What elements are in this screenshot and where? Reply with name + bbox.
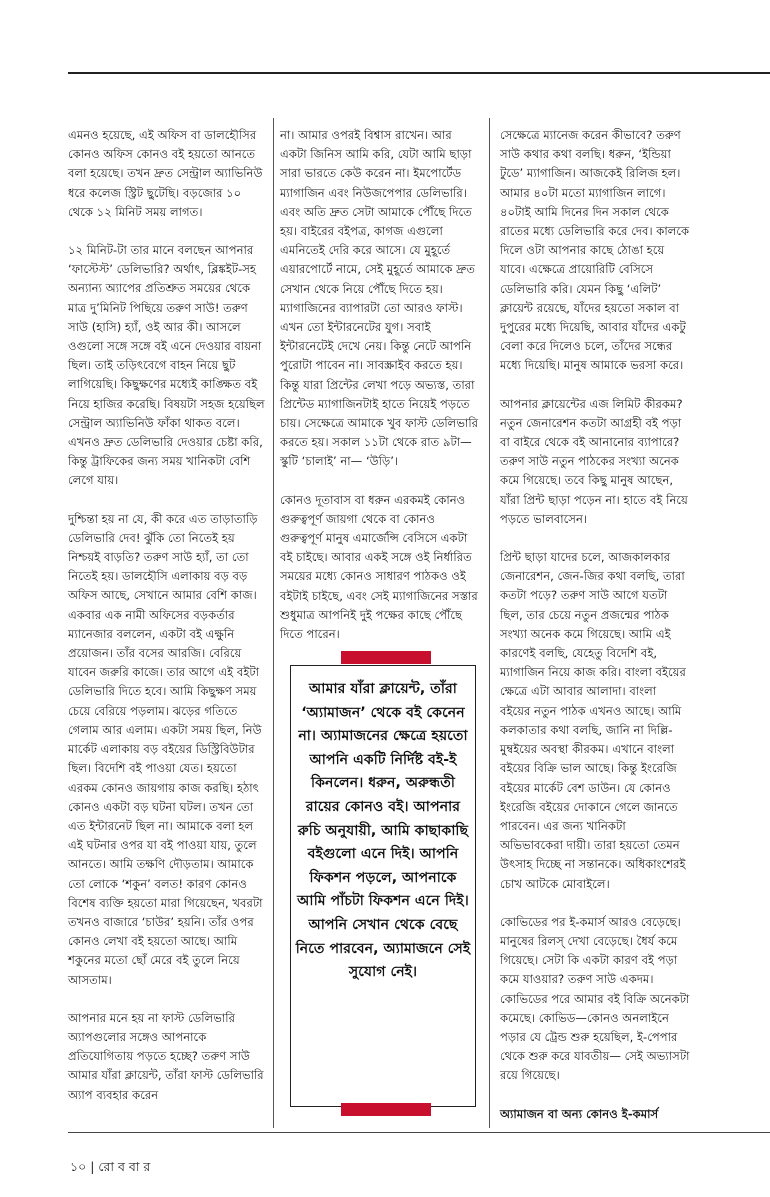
- column-divider-2: [489, 118, 490, 1128]
- col1-para-3: দুশ্চিন্তা হয় না যে, কী করে এত তাড়াতাড়ি ডেলিভারি দেব! ঝুঁকি তো নিতেই হয় নিশ্চয়ই বাড়তি? তরুণ সাউ হ্যাঁ, তা তো নিতেই হয়। ডালহৌসি এলাকায় বড় বড় অফিস আছে, সেখানে আমার বেশি কাজ। একবার এক নামী অফিসের বড়কর্তার ম্যানেজার বললেন, একটা বই এক্ষুনি প্রয়োজন। তাঁর বসের আরজি। বেরিয়ে যাবেন জরুরি কাজে। তার আগে এই বইটা ডেলিভারি দিতে হবে। আমি কিছুক্ষণ সময় চেয়ে বেরিয়ে পড়লাম। ঝড়ের গতিতে গেলাম আর এলাম। একটা সময় ছিল, নিউ মার্কেট এলাকায় বড় বইয়ের ডিস্ট্রিবিউটার ছিল। বিদেশি বই পাওয়া যেত। হয়তো এরকম কোনও জায়গায় কাজ করছি। হঠাৎ কোনও একটা বড় ঘটনা ঘটল। তখন তো এত ইন্টারনেট ছিল না। আমাকে বলা হল এই ঘটনার ওপর যা বই পাওয়া যায়, তুলে আনতে। আমি তক্ষণি দৌড়তাম। আমাকে তো লোকে ‘শকুন’ বলত! কারণ কোনও বিশেষ ব্যক্তি হয়তো মারা গিয়েছেন, খবরটা তখনও বাজারে ‘চাউর’ হয়নি। তাঁর ওপর কোনও লেখা বই হয়তো আছে। আমি শকুনের মতো ছোঁ মেরে বই তুলে নিয়ে আসতাম।: [68, 511, 263, 987]
- column-3: [500, 126, 690, 1143]
- column-divider-1: [273, 118, 274, 1128]
- col1-para-4: আপনার মনে হয় না ফাস্ট ডেলিভারি অ্যাপগুলোর সঙ্গেও আপনাকে প্রতিযোগিতায় পড়তে হচ্ছে? তরুণ সাউ আমার যাঁরা ক্লায়েন্ট, তাঁরা ফাস্ট ডেলিভারি অ্যাপ ব্যবহার করেন: [68, 1010, 264, 1102]
- top-rule: [68, 72, 770, 74]
- col3-para-1: সেক্ষেত্রে ম্যানেজ করেন কীভাবে? তরুণ সাউ কথার কথা বলছি। ধরুন, ‘ইন্ডিয়া টুডে’ ম্যাগাজিন। আজকেই রিলিজ হল। আমার ৪০টা মতো ম্যাগাজিন লাগে। ৪০টাই আমি দিনের দিন সকাল থেকে রাতের মধ্যে ডেলিভারি করে দেব। কালকে দিলে ওটা আপনার কাছে ঠোঙা হয়ে যাবে। এক্ষেত্রে প্রায়োরিটি বেসিসে ডেলিভারি করি। যেমন কিছু ‘এলিট’ ক্লায়েন্ট রয়েছে, যাঁদের হয়তো সকাল বা দুপুরের মধ্যে দিয়েছি, আবার যাঁদের একটু বেলা করে দিলেও চলে, তাঁদের সন্ধের মধ্যে দিয়েছি। মানুষ আমাকে ভরসা করে।: [500, 128, 690, 373]
- pull-quote-top-bar: [341, 651, 431, 664]
- footer-rule: [68, 1132, 770, 1133]
- pull-quote-bottom-bar: [341, 1103, 431, 1116]
- col3-para-2: আপনার ক্লায়েন্টের এজ লিমিট কীরকম? নতুন জেনারেশন কতটা আগ্রহী বই পড়া বা বাইরে থেকে বই আনানোর ব্যাপারে? তরুণ সাউ নতুন পাঠকের সংখ্যা অনেক কমে গিয়েছে। তবে কিছু মানুষ আছেন, যাঁরা প্রিন্ট ছাড়া পড়েন না। হাতে বই নিয়ে পড়তে ভালবাসেন।: [500, 396, 688, 526]
- pull-quote: আমার যাঁরা ক্লায়েন্ট, তাঁরা ‘অ্যামাজন’ থেকে বই কেনেন না। অ্যামাজনের ক্ষেত্রে হয়তো আপনি একটি নির্দিষ্ট বই-ই কিনলেন। ধরুন, অরুন্ধতী রায়ের কোনও বই। আপনার রুচি অনুযায়ী, আমি কাছাকাছি বইগুলো এনে দিই। আপনি ফিকশন পড়লে, আপনাকে আমি পাঁচটা ফিকশন এনে দিই। আপনি সেখান থেকে বেছে নিতে পারবেন, অ্যামাজনে সেই সুযোগ নেই।: [295, 681, 471, 981]
- col3-para-3: প্রিন্ট ছাড়া যাদের চলে, আজকালকার জেনারেশন, জেন-জির কথা বলছি, তারা কতটা পড়ে? তরুণ সাউ আগে যতটা ছিল, তার চেয়ে নতুন প্রজন্মের পাঠক সংখ্যা অনেক কমে গিয়েছে। আমি এই কারণেই বলছি, যেহেতু বিদেশি বই, ম্যাগাজিন নিয়ে কাজ করি। বাংলা বইয়ের ক্ষেত্রে এটা আবার আলাদা। বাংলা বইয়ের নতুন পাঠক এখনও আছে। আমি কলকাতার কথা বলছি, জানি না দিল্লি-মুম্বইয়ের অবস্থা কীরকম। এখানে বাংলা বইয়ের বিক্রি ভাল আছে। কিন্তু ইংরেজি বইয়ের মার্কেট বেশ ডাউন। যে কোনও ইংরেজি বইয়ের দোকানে গেলে জানতে পারবেন। এর জন্য খানিকটা অভিভাবকেরা দায়ী। তারা হয়তো তেমন উৎসাহ দিচ্ছে না সন্তানকে। অধিকাংশেরই চোখ আটকে মোবাইলে।: [500, 550, 686, 891]
- col1-para-2: ১২ মিনিট-টা তার মানে বলছেন আপনার ‘ফাস্টেস্ট’ ডেলিভারি? অর্থাৎ, ব্লিঙ্কইট-সহ অন্যান্য অ্যাপের প্রতিশ্রুত সময়ের থেকে মাত্র দু’মিনিট পিছিয়ে তরুণ সাউ! তরুণ সাউ (হাসি) হ্যাঁ, ওই আর কী। আসলে ওগুলো সঙ্গে সঙ্গে বই এনে দেওয়ার বায়না ছিল। তাই তড়িৎবেগে বাহন নিয়ে ছুট লাগিয়েছি। কিছুক্ষণের মধ্যেই কাঙ্ক্ষিত বই নিয়ে হাজির করেছি। বিষয়টা সহজ হয়েছিল সেন্ট্রাল অ্যাভিনিউ ফাঁকা থাকত বলে। এখনও দ্রুত ডেলিভারি দেওয়ার চেষ্টা করি, কিন্তু ট্রাফিকের জন্য সময় খানিকটা বেশি লেগে যায়।: [68, 243, 265, 488]
- col1-para-1: এমনও হয়েছে, এই অফিস বা ডালহৌসির কোনও অফিস কোনও বই হয়তো আনতে বলা হয়েছে। তখন দ্রুত সেন্ট্রাল অ্যাভিনিউ ধরে কলেজ স্ট্রিট ছুটেছি। বড়জোর ১০ থেকে ১২ মিনিট সময় লাগত।: [68, 128, 263, 219]
- col2-para-1: না। আমার ওপরই বিশ্বাস রাখেন। আর একটা জিনিস আমি করি, যেটা আমি ছাড়া সারা ভারতে কেউ করেন না। ইমপোর্টেড ম্যাগাজিন এবং নিউজপেপার ডেলিভারি। এবং অতি দ্রুত সেটা আমাকে পৌঁছে দিতে হয়। বাইরের বইপত্র, কাগজ এগুলো এমনিতেই দেরি করে আসে। যে মুহূর্তে এয়ারপোর্টে নামে, সেই মুহূর্তে আমাকে দ্রুত সেখান থেকে নিয়ে পৌঁছে দিতে হয়। ম্যাগাজিনের ব্যাপারটা তো আরও ফাস্ট। এখন তো ইন্টারনেটের যুগ। সবাই ইন্টারনেটেই দেখে নেয়। কিন্তু নেটে আপনি পুরোটা পাবেন না। সাবস্ক্রাইব করতে হয়। কিন্তু যারা প্রিন্টের লেখা পড়ে অভ্যস্ত, তারা প্রিন্টেড ম্যাগাজিনটাই হাতে নিয়েই পড়তে চায়। সেক্ষেত্রে আমাকে খুব ফাস্ট ডেলিভারি করতে হয়। সকাল ১১টা থেকে রাত ৯টা— স্কুটি ‘চালাই’ না— ‘উড়ি’।: [280, 128, 479, 469]
- col3-para-4: কোভিডের পর ই-কমার্স আরও বেড়েছে। মানুষের রিলস্ দেখা বেড়েছে। ধৈর্য কমে গিয়েছে। সেটা কি একটা কারণ বই পড়া কমে যাওয়ার? তরুণ সাউ একদম। কোভিডের পরে আমার বই বিক্রি অনেকটা কমেছে। কোভিড—কোনও অনলাইনে পড়ার যে ট্রেন্ড শুরু হয়েছিল, ই-পেপার থেকে শুরু করে যাবতীয়— সেই অভ্যাসটা রয়ে গিয়েছে।: [500, 914, 690, 1083]
- col3-para-5: অ্যামাজন বা অন্য কোনও ই-কমার্স: [500, 1106, 659, 1121]
- page-folio: ১০ | রো ব বা র: [70, 1159, 151, 1174]
- col2-para-2: কোনও দূতাবাস বা ধরুন এরকমই কোনও গুরুত্বপূর্ণ জায়গা থেকে বা কোনও গুরুত্বপূর্ণ মানুষ এমার্জেন্সি বেসিসে একটা বই চাইছে। আবার একই সঙ্গে ওই নির্ধারিত সময়ের মধ্যে কোনও সাধারণ পাঠকও ওই বইটাই চাইছে, এবং সেই ম্যাগাজিনের সস্তার শুধুমাত্র আপনিই দুই পক্ষের কাছে পৌঁছে দিতে পারেন।: [280, 492, 478, 642]
- column-1: [68, 126, 266, 1124]
- column-2: [280, 126, 480, 663]
